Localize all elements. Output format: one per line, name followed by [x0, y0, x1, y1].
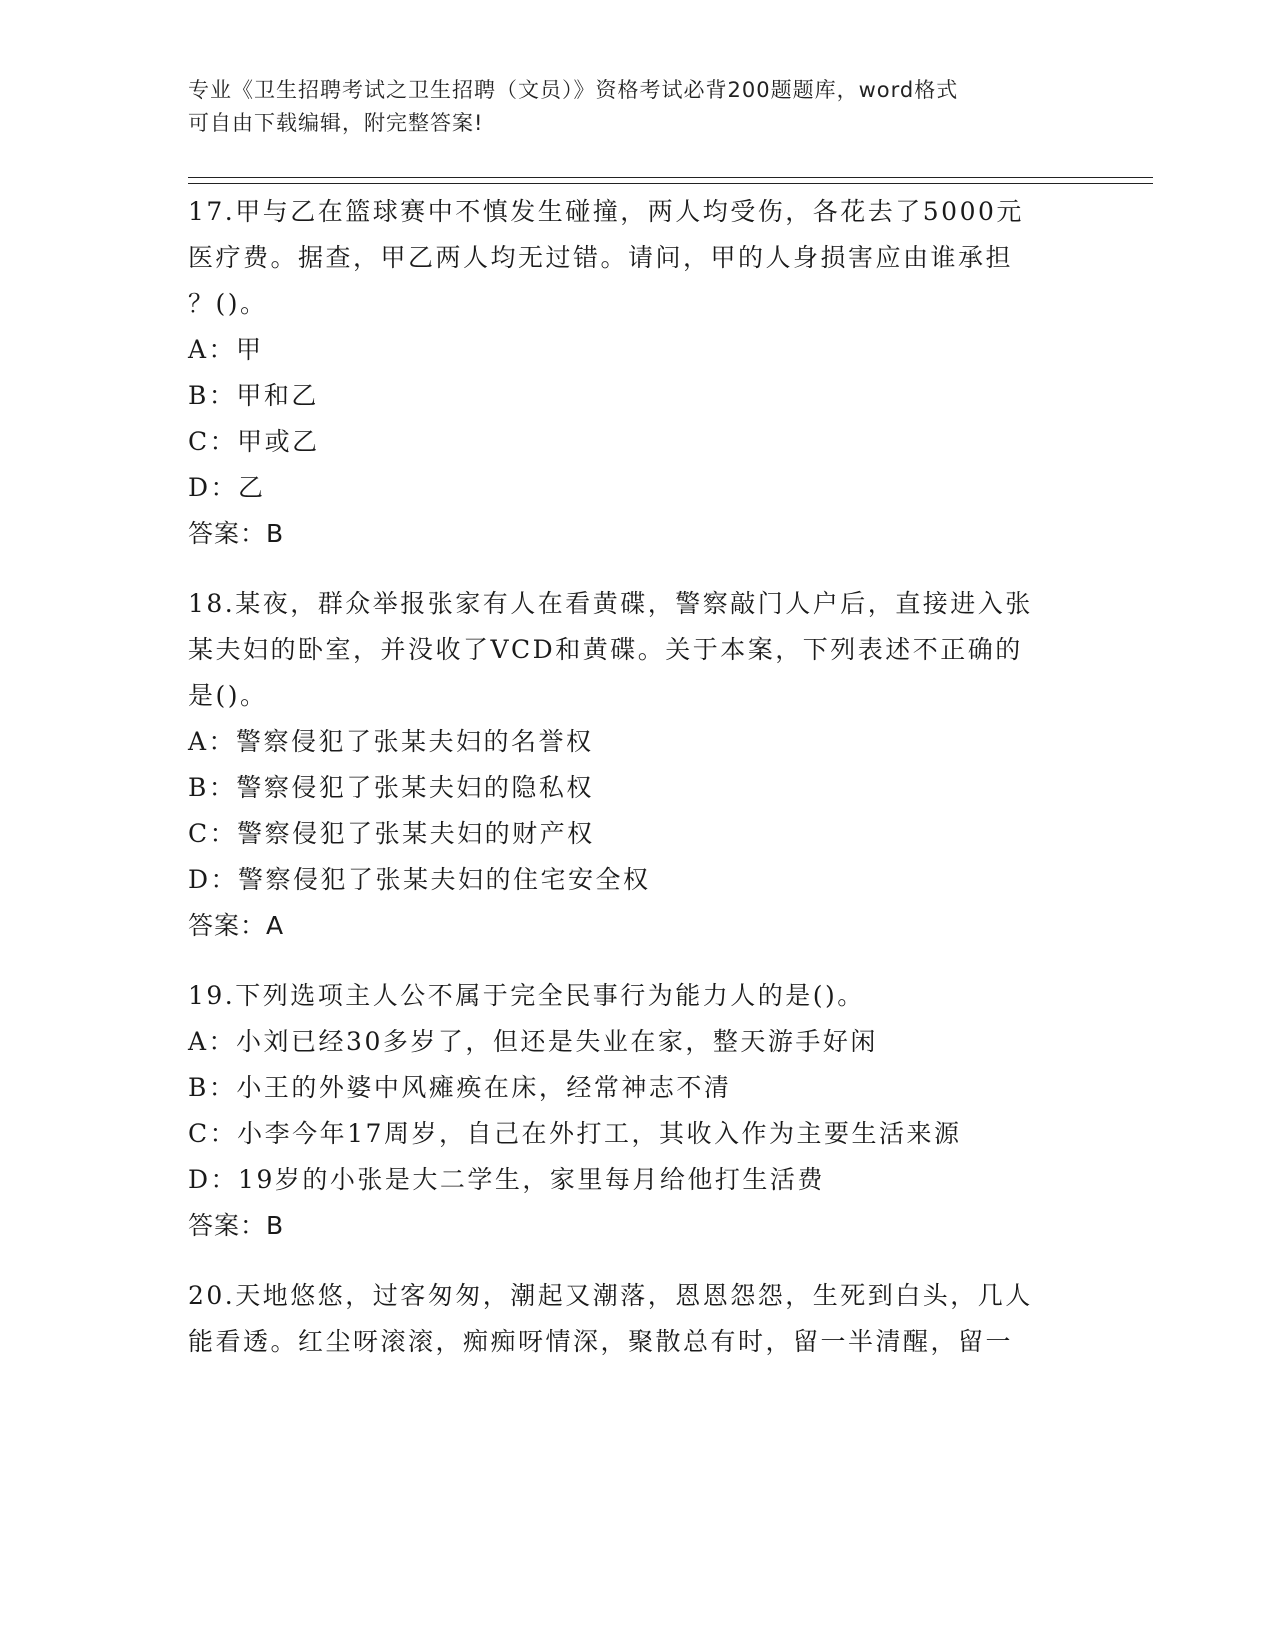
question-stem-line: 20.天地悠悠，过客匆匆，潮起又潮落，恩恩怨怨，生死到白头，几人	[188, 1281, 1033, 1310]
question-20	[188, 1273, 1088, 1365]
option-a: A：甲	[188, 335, 264, 364]
question-17	[188, 189, 1088, 557]
option-b: B：甲和乙	[188, 381, 319, 410]
question-stem-line: 是()。	[188, 681, 268, 710]
question-stem-line: 18.某夜，群众举报张家有人在看黄碟，警察敲门人户后，直接进入张	[188, 589, 1033, 618]
question-stem-line: 能看透。红尘呀滚滚，痴痴呀情深，聚散总有时，留一半清醒，留一	[188, 1327, 1014, 1356]
option-d: D：乙	[188, 473, 266, 502]
answer-line: 答案：B	[188, 519, 285, 548]
question-stem-line: 医疗费。据查，甲乙两人均无过错。请问，甲的人身损害应由谁承担	[188, 243, 1014, 272]
option-b: B：警察侵犯了张某夫妇的隐私权	[188, 773, 594, 802]
question-stem-line: ？()。	[188, 289, 268, 318]
question-list	[188, 189, 1088, 1389]
document-header	[188, 74, 1068, 140]
option-b: B：小王的外婆中风瘫痪在床，经常神志不清	[188, 1073, 732, 1102]
option-c: C：警察侵犯了张某夫妇的财产权	[188, 819, 595, 848]
answer-line: 答案：B	[188, 1211, 285, 1240]
option-a: A：警察侵犯了张某夫妇的名誉权	[188, 727, 594, 756]
question-19	[188, 973, 1088, 1249]
option-d: D：19岁的小张是大二学生，家里每月给他打生活费	[188, 1165, 825, 1194]
answer-line: 答案：A	[188, 911, 285, 940]
header-rule-top	[188, 177, 1153, 178]
option-d: D：警察侵犯了张某夫妇的住宅安全权	[188, 865, 651, 894]
question-stem-line: 17.甲与乙在篮球赛中不慎发生碰撞，两人均受伤，各花去了5000元	[188, 197, 1024, 226]
question-stem-line: 19.下列选项主人公不属于完全民事行为能力人的是()。	[188, 981, 865, 1010]
option-a: A：小刘已经30多岁了，但还是失业在家，整天游手好闲	[188, 1027, 878, 1056]
header-line-1: 专业《卫生招聘考试之卫生招聘（文员）》资格考试必背200题题库，word格式	[188, 78, 959, 102]
question-18	[188, 581, 1088, 949]
header-line-2: 可自由下载编辑，附完整答案!	[188, 111, 484, 135]
header-rule-bottom	[188, 183, 1153, 184]
option-c: C：小李今年17周岁，自己在外打工，其收入作为主要生活来源	[188, 1119, 962, 1148]
question-stem-line: 某夫妇的卧室，并没收了VCD和黄碟。关于本案，下列表述不正确的	[188, 635, 1023, 664]
option-c: C：甲或乙	[188, 427, 320, 456]
